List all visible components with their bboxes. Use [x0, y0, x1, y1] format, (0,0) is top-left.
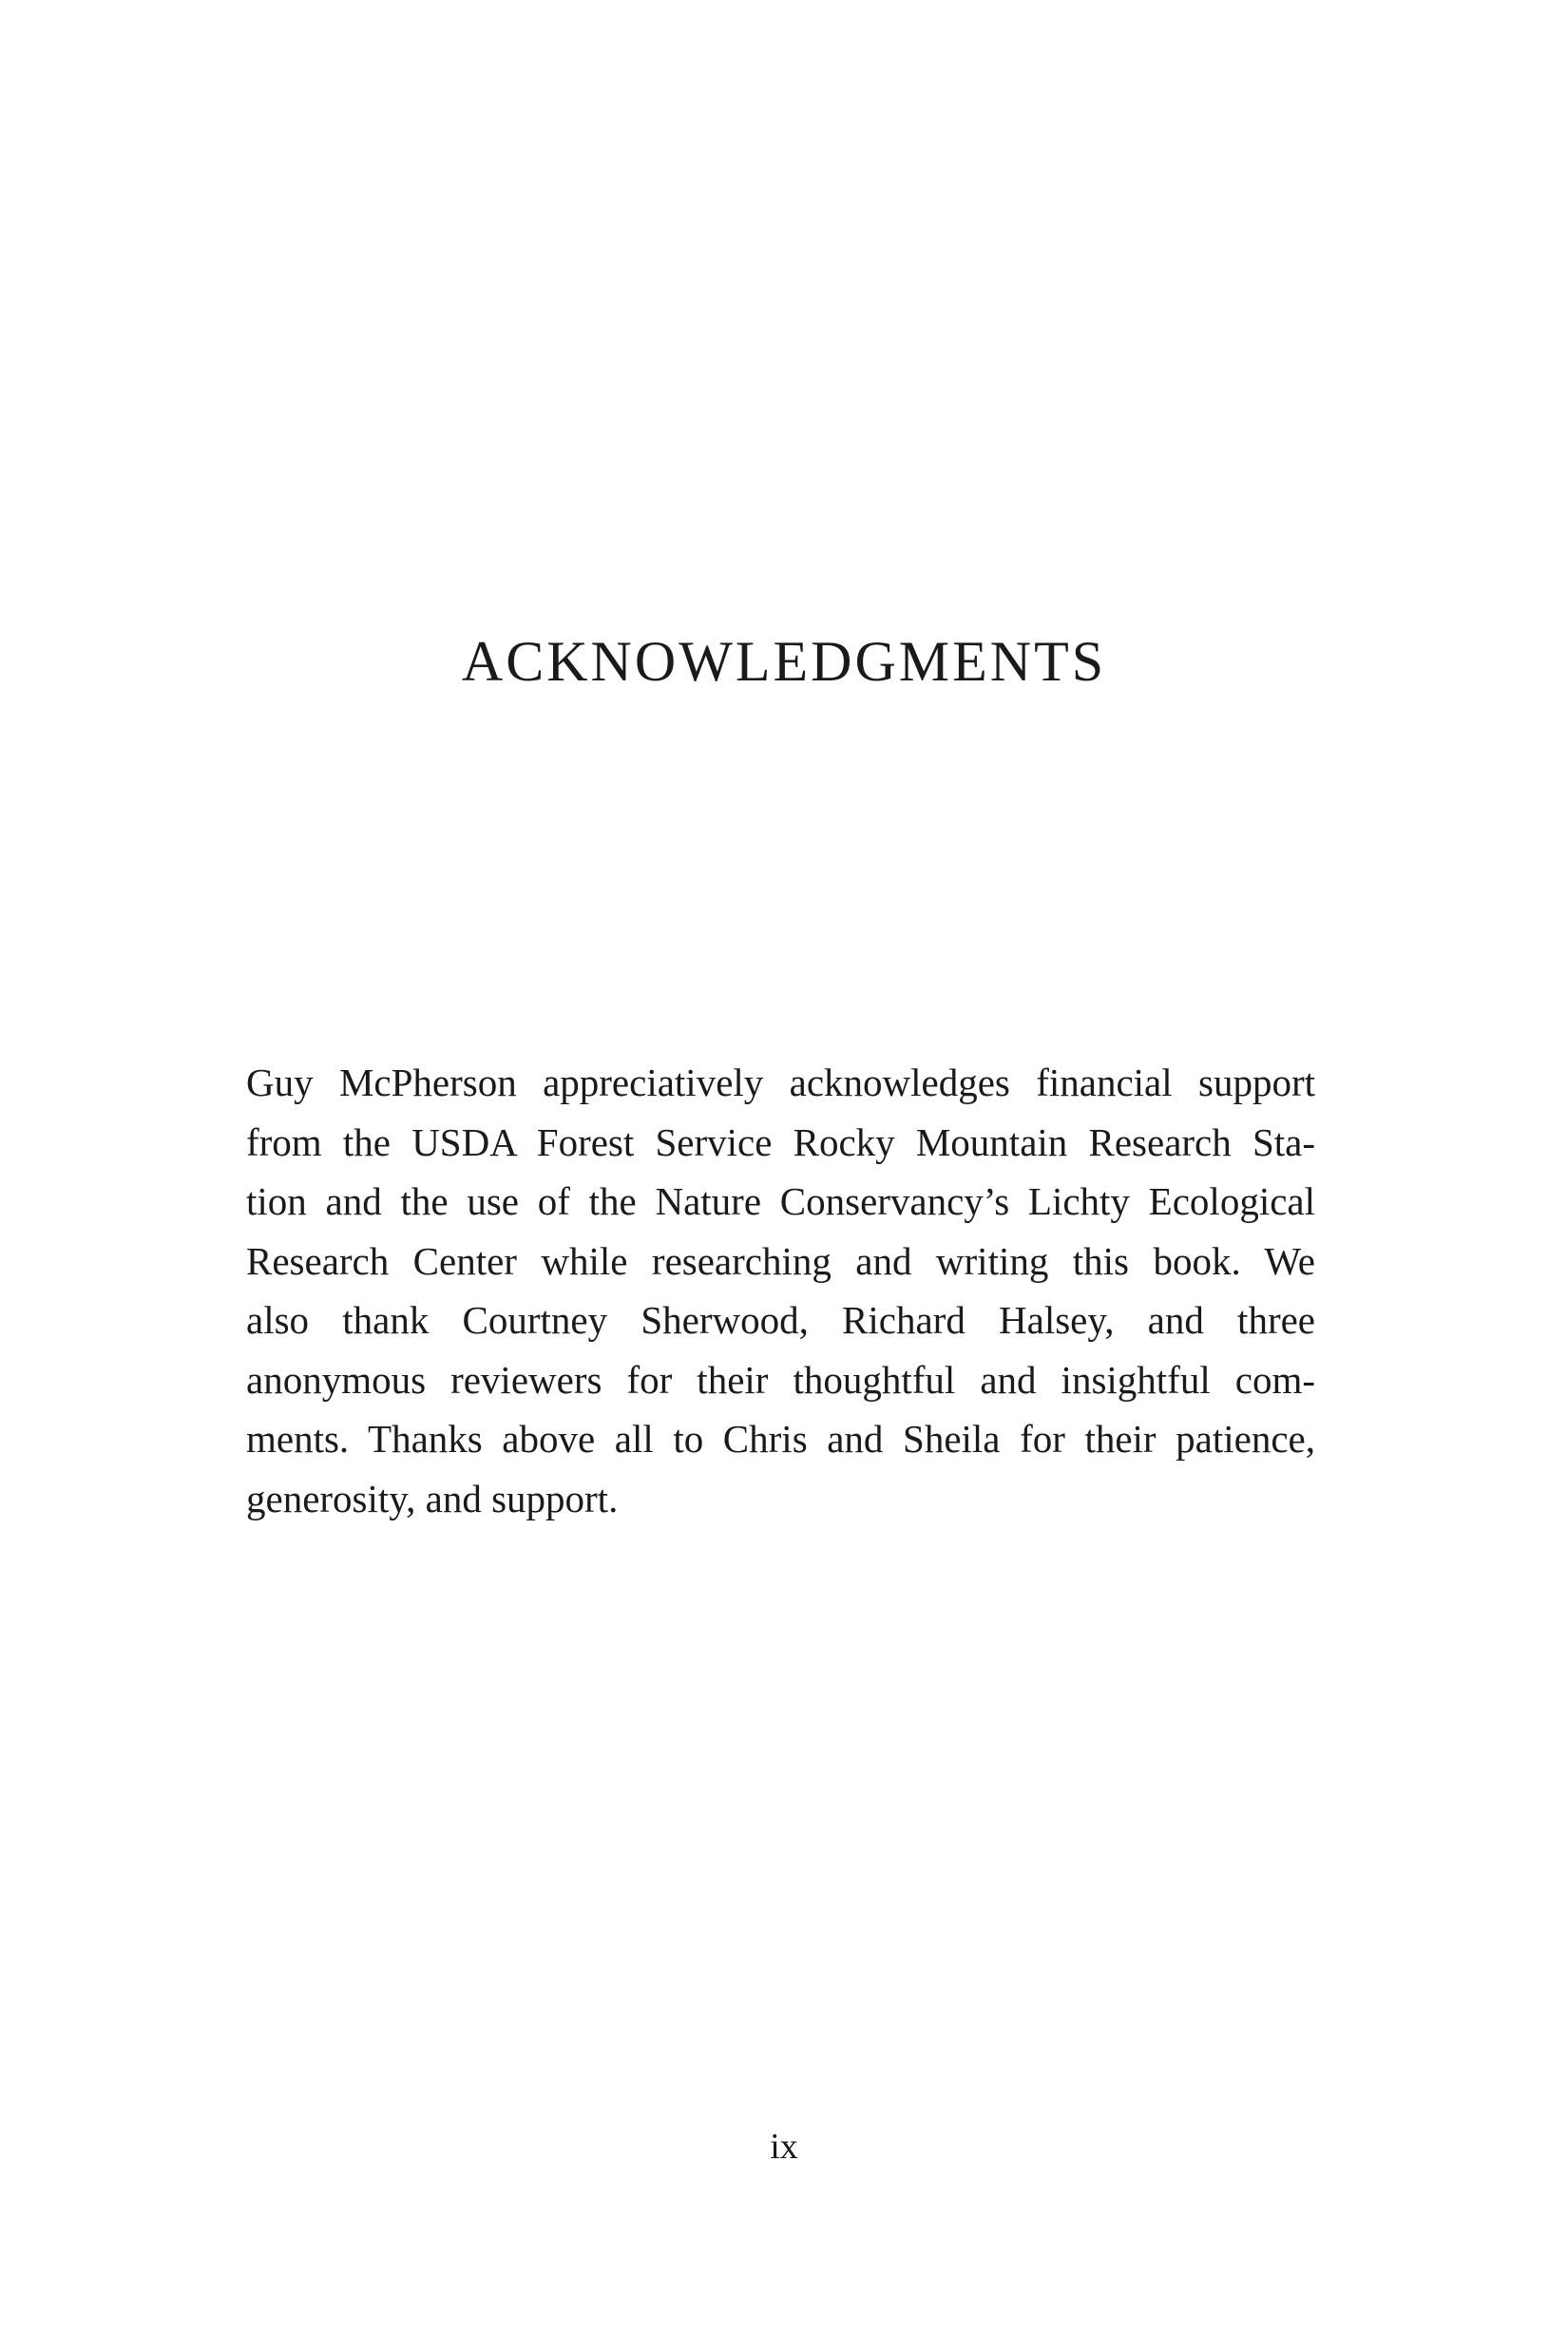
- paragraph-line: ments. Thanks above all to Chris and Sheila for their patience,: [246, 1417, 1315, 1461]
- paragraph-line: generosity, and support.: [246, 1476, 619, 1520]
- page-number: ix: [770, 2127, 798, 2167]
- paragraph-line: Research Center while researching and writing this book. We: [246, 1238, 1315, 1283]
- paragraph-line: also thank Courtney Sherwood, Richard Halsey, and three: [246, 1298, 1315, 1342]
- paragraph-line: Guy McPherson appreciatively acknowledges financial support: [246, 1061, 1315, 1104]
- paragraph-line: anonymous reviewers for their thoughtful and insightful com-: [246, 1357, 1315, 1402]
- paragraph-line: from the USDA Forest Service Rocky Mountain Research Sta-: [246, 1119, 1315, 1164]
- acknowledgments-paragraph: [246, 1053, 1315, 1528]
- page-title: ACKNOWLEDGMENTS: [461, 630, 1107, 693]
- paragraph-line: tion and the use of the Nature Conservancy’s Lichty Ecological: [246, 1179, 1315, 1223]
